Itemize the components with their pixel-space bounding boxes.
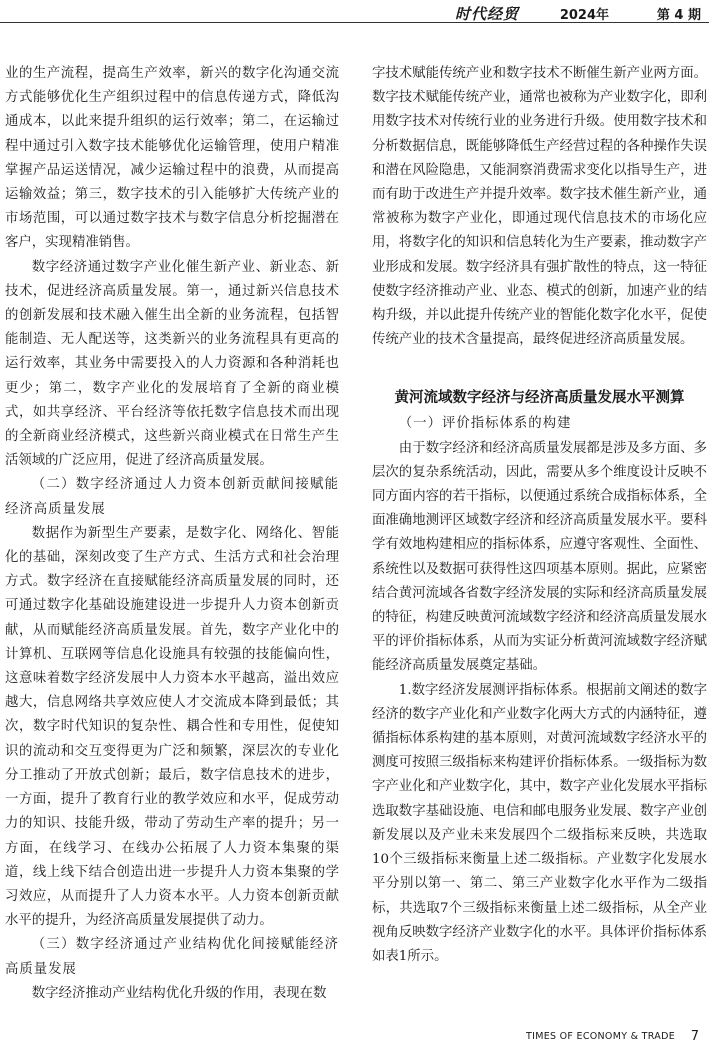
paragraph: 数字经济通过数字产业化催生新产业、新业态、新技术，促进经济高质量发展。第一，通过新兴信息技术的创新发展和技术融入催生出全新的业务流程，包括智能制造、无人配送等，这类新兴的业务流程具有更高的运行效率，其业务中需要投入的人力资源和各种消耗也更少；第二，数字产业化的发展培育了全新的商业模式，如共享经济、平台经济等依托数字信息技术而出现的全新商业经济模式，这些新兴商业模式在日常生产生活领域的广泛应用，促进了经济高质量发展。 — [5, 259, 339, 469]
page-number: 7 — [690, 1029, 699, 1044]
subsection-heading: （三）数字经济通过产业结构优化间接赋能经济高质量发展 — [5, 937, 339, 977]
footer-journal-name: TIMES OF ECONOMY & TRADE — [526, 1031, 675, 1042]
paragraph: 数字经济推动产业结构优化升级的作用，表现在数 — [31, 985, 327, 1001]
issue-number: 第 4 期 — [656, 8, 701, 23]
section-heading: 黄河流域数字经济与经济高质量发展水平测算 — [394, 390, 685, 407]
paragraph: 1.数字经济发展测评指标体系。根据前文阐述的数字经济的数字产业化和产业数字化两大方式的内涵特征，遵循指标体系构建的基本原则，对黄河流域数字经济水平的测度可按照三级指标来构建评价指标体系。一级指标为数字产业化和产业数字化，其中，数字产业化发展水平指标选取数字基础设施、电信和邮电服务业发展、数字产业创新发展以及产业未来发展四个二级指标来反映，共选取10个三级指标来衡量上述二级指标。产业数字化发展水平分别以第一、第二、第三产业数字化水平作为二级指标，共选取7个三级指标来衡量上述二级指标，从全产业视角反映数字经济产业数字化的水平。具体评价指标体系如表1所示。 — [372, 682, 707, 964]
subsection-heading: （一）评价指标体系的构建 — [398, 416, 572, 432]
paragraph: 字技术赋能传统产业和数字技术不断催生新产业两方面。数字技术赋能传统产业，通常也被称为产业数字化，即利用数字技术对传统行业的业务进行升级。使用数字技术和分析数据信息，既能够降低生产经营过程的各种操作失误和潜在风险隐患，又能洞察消费需求变化以指导生产，进而有助于改进生产并提升效率。数字技术催生新产业，通常被称为数字产业化，即通过现代信息技术的市场化应用，将数字化的知识和信息转化为生产要素，推动数字产业形成和发展。数字经济具有强扩散性的特点，这一特征使数字经济推动产业、业态、模式的创新，加速产业的结构升级，并以此提升传统产业的智能化数字化水平，促使传统产业的技术含量提高，最终促进经济高质量发展。 — [372, 66, 707, 348]
paragraph: 业的生产流程，提高生产效率，新兴的数字化沟通交流方式能够优化生产组织过程中的信息传递方式，降低沟通成本，以此来提升组织的运行效率；第二，在运输过程中通过引入数字技术能够优化运输管理，使用户精准掌握产品运送情况，减少运输过程中的浪费，从而提高运输效益；第三，数字技术的引入能够扩大传统产业的市场范围，可以通过数字技术与数字信息分析挖掘潜在客户，实现精准销售。 — [5, 66, 339, 251]
left-column — [5, 62, 339, 1006]
journal-name: 时代经贸 — [454, 5, 519, 23]
paragraph: 由于数字经济和经济高质量发展都是涉及多方面、多层次的复杂系统活动，因此，需要从多个维度设计反映不同方面内容的若干指标，以便通过系统合成指标体系，全面准确地测评区域数字经济和经济高质量发展水平。要科学有效地构建相应的指标体系，应遵守客观性、全面性、系统性以及数据可获得性这四项基本原则。据此，应紧密结合黄河流域各省数字经济发展的实际和经济高质量发展的特征，构建反映黄河流域数字经济和经济高质量发展水平的评价指标体系，从而为实证分析黄河流域数字经济赋能经济高质量发展奠定基础。 — [372, 440, 707, 674]
page-header — [0, 0, 709, 23]
paragraph: 数据作为新型生产要素，是数字化、网络化、智能化的基础，深刻改变了生产方式、生活方式和社会治理方式。数字经济在直接赋能经济高质量发展的同时，还可通过数字化基础设施建设进一步提升人力资本创新贡献，从而赋能经济高质量发展。首先，数字产业化中的计算机、互联网等信息化设施具有较强的技能偏向性，这意味着数字经济发展中人力资本水平越高，溢出效应越大，信息网络共享效应使人才交流成本降到最低；其次，数字时代知识的复杂性、耦合性和专用性，促使知识的流动和交互变得更为广泛和频繁，深层次的专业化分工推动了开放式创新；最后，数字信息技术的进步，一方面，提升了教育行业的教学效应和水平，促成劳动力的知识、技能升级，带动了劳动生产率的提升；另一方面，在线学习、在线办公拓展了人力资本集聚的渠道，线上线下结合创造出进一步提升人力资本集聚的学习效应，从而提升了人力资本水平。人力资本创新贡献水平的提升，为经济高质量发展提供了动力。 — [5, 525, 339, 929]
issue-year: 2024年 — [559, 8, 609, 23]
right-column — [372, 62, 707, 969]
subsection-heading: （二）数字经济通过人力资本创新贡献间接赋能经济高质量发展 — [5, 477, 339, 517]
